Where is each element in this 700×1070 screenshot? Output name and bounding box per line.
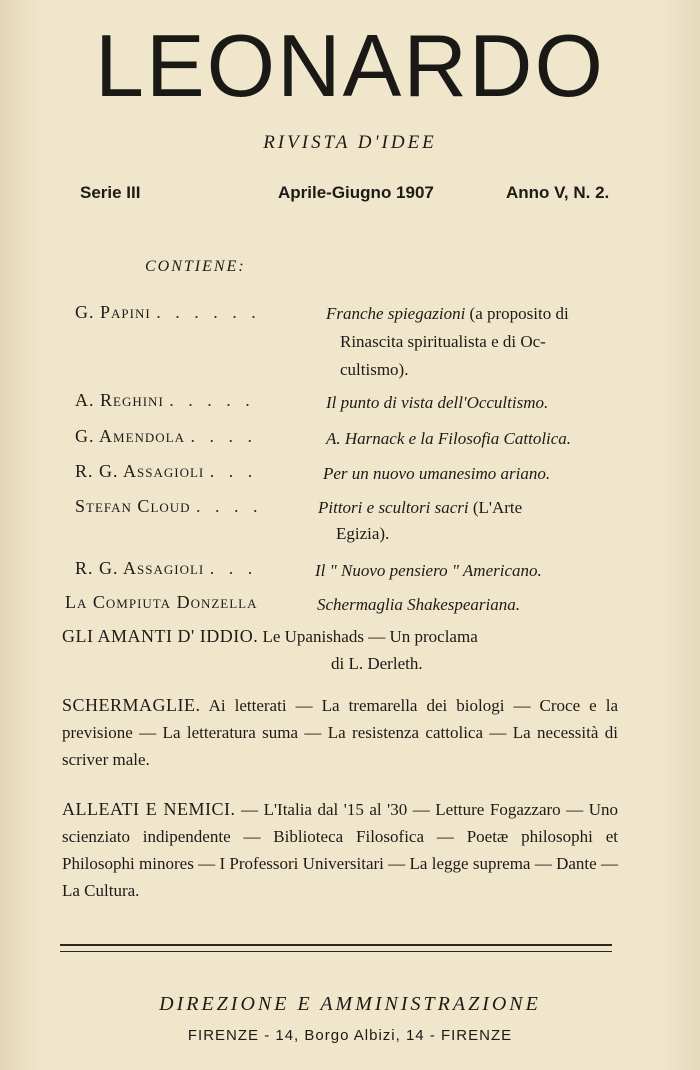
entry-title <box>326 300 626 327</box>
title-rest: (L'Arte <box>472 498 523 517</box>
series-label: Serie III <box>80 183 141 202</box>
section-head: SCHERMAGLIE. <box>62 695 201 715</box>
entry-title-line: Rinascita spiritualista e di Oc- <box>340 332 546 351</box>
masthead-title: LEONARDO <box>95 16 605 115</box>
entry-author <box>75 558 257 579</box>
section-alleati <box>62 796 618 904</box>
author-name: G. Amendola <box>75 426 185 446</box>
section-head: ALLEATI E NEMICI. <box>62 799 236 819</box>
section-text: Ai letterati — La tremarella dei biologi — Croce e la previsione — La letteratura suma — La resistenza cattolica — La necessità di scriver male. <box>62 696 618 769</box>
entry-author <box>65 592 258 613</box>
entry-title: Schermaglia Shakespeariana. <box>317 595 521 614</box>
entry-title: A. Harnack e la Filosofia Cattolica. <box>326 429 572 448</box>
footer-address: FIRENZE - 14, Borgo Albizi, 14 - FIRENZE <box>187 1027 513 1044</box>
author-name: R. G. Assagioli <box>75 558 205 578</box>
section-text: Le Upanishads — Un proclama <box>262 627 478 646</box>
entry-author <box>75 390 255 411</box>
entry-author <box>75 426 257 447</box>
author-name: G. Papini <box>75 302 151 322</box>
title-rest: (a proposito di <box>469 304 569 323</box>
subtitle: RIVISTA D'IDEE <box>263 132 437 153</box>
title-text: Franche spiegazioni <box>326 304 466 323</box>
divider-rule <box>60 944 612 946</box>
leader-dots: . . . . . . <box>156 302 261 322</box>
entry-title: Per un nuovo umanesimo ariano. <box>323 464 551 483</box>
entry-author <box>75 302 261 323</box>
section-text: — L'Italia dal '15 al '30 — Letture Fogazzaro — Uno scienziato indipendente — Biblioteca Filosofica — Poetæ philosophi et Philosophi minores — I Professori Universitari — La legge suprema — Dante — La Cultura. <box>62 800 619 900</box>
section-gli-amanti <box>62 623 622 650</box>
divider-rule <box>60 951 612 952</box>
section-head: GLI AMANTI D' IDDIO. <box>62 626 259 646</box>
entry-title: Il punto di vista dell'Occultismo. <box>326 393 549 412</box>
leader-dots: . . . <box>209 461 258 481</box>
author-name: La Compiuta Donzella <box>65 592 258 612</box>
entry-title-line: Egizia). <box>336 524 390 543</box>
entry-author <box>75 496 263 517</box>
title-text: Pittori e scultori sacri <box>318 498 469 517</box>
leader-dots: . . . <box>209 558 258 578</box>
author-name: A. Reghini <box>75 390 164 410</box>
entry-author <box>75 461 257 482</box>
entry-title <box>318 494 628 521</box>
issue-number: Anno V, N. 2. <box>506 183 610 202</box>
leader-dots: . . . . <box>196 496 263 516</box>
contents-label: CONTIENE: <box>145 258 246 275</box>
entry-title: Il " Nuovo pensiero " Americano. <box>315 561 542 580</box>
leader-dots: . . . . <box>190 426 257 446</box>
author-name: R. G. Assagioli <box>75 461 205 481</box>
section-text-line: di L. Derleth. <box>331 654 423 673</box>
entry-title-line: cultismo). <box>340 360 409 379</box>
footer-direzione: DIREZIONE E AMMINISTRAZIONE <box>159 993 541 1015</box>
issue-date: Aprile-Giugno 1907 <box>278 183 434 202</box>
leader-dots: . . . . . <box>169 390 255 410</box>
section-schermaglie <box>62 692 618 773</box>
author-name: Stefan Cloud <box>75 496 191 516</box>
